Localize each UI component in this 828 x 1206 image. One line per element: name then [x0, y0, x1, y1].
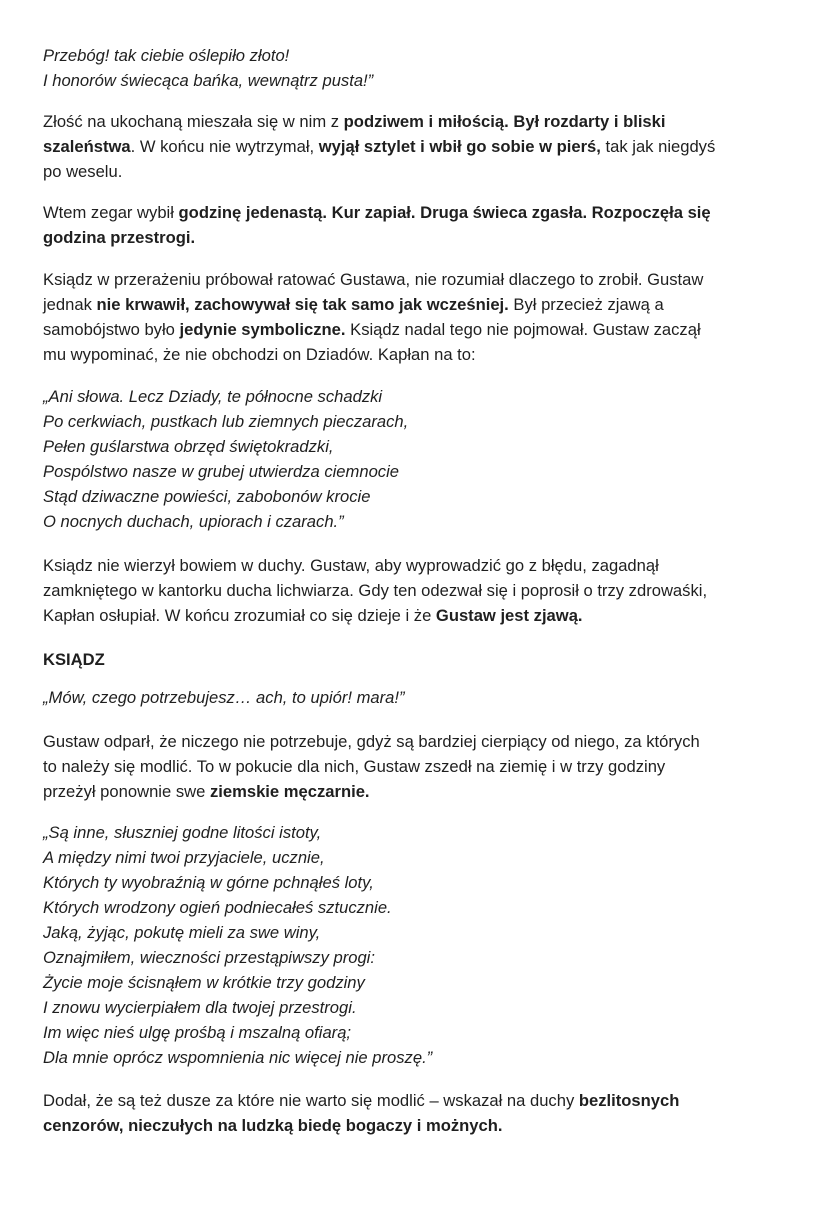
text-run: mu wypominać, że nie obchodzi on Dziadów. Kapłan na to:: [43, 345, 476, 364]
text-run: po weselu.: [43, 162, 123, 181]
bold-text: podziwem i miłością. Był rozdarty i bliski: [343, 112, 666, 131]
text-line: [43, 68, 793, 93]
text-run: Których ty wyobraźnią w górne pchnąłeś loty,: [43, 873, 374, 892]
text-line: [43, 870, 793, 895]
text-line: [43, 578, 793, 603]
text-line: [43, 159, 793, 184]
text-run: Których wrodzony ogień podniecałeś sztucznie.: [43, 898, 392, 917]
text-line: [43, 459, 793, 484]
bold-text: Gustaw jest zjawą.: [435, 606, 583, 625]
quote-gustaw: [43, 820, 793, 1070]
text-run: Wtem zegar wybił: [43, 203, 179, 222]
paragraph-5: [43, 729, 793, 804]
text-run: „Mów, czego potrzebujesz… ach, to upiór! mara!”: [43, 688, 405, 707]
text-line: [43, 1045, 793, 1070]
text-line: [43, 603, 793, 628]
bold-text: cenzorów, nieczułych na ludzką biedę bogaczy i możnych.: [43, 1116, 503, 1135]
text-run: zamkniętego w kantorku ducha lichwiarza. Gdy ten odezwał się i poprosił o trzy zdrowaśki,: [43, 581, 708, 600]
text-line: [43, 754, 793, 779]
text-run: Gustaw odparł, że niczego nie potrzebuje, gdyż są bardziej cierpiący od niego, za których: [43, 732, 700, 751]
text-run: Oznajmiłem, wieczności przestąpiwszy progi:: [43, 948, 375, 967]
text-line: [43, 200, 793, 225]
text-run: Ksiądz nadal tego nie pojmował. Gustaw zaczął: [345, 320, 701, 339]
text-line: [43, 995, 793, 1020]
text-line: [43, 434, 793, 459]
text-run: przeżył ponownie swe: [43, 782, 210, 801]
bold-text: szaleństwa: [43, 137, 131, 156]
text-line: [43, 409, 793, 434]
text-line: [43, 685, 793, 710]
text-run: O nocnych duchach, upiorach i czarach.”: [43, 512, 344, 531]
text-run: Dla mnie oprócz wspomnienia nic więcej nie proszę.”: [43, 1048, 433, 1067]
quote-dziady: [43, 384, 793, 534]
bold-text: KSIĄDZ: [43, 650, 105, 669]
text-line: [43, 845, 793, 870]
bold-text: godzina przestrogi.: [43, 228, 196, 247]
text-run: Pełen guślarstwa obrzęd świętokradzki,: [43, 437, 334, 456]
text-run: Pospólstwo nasze w grubej utwierdza ciemnocie: [43, 462, 400, 481]
bold-text: godzinę jedenastą. Kur zapiał. Druga świeca zgasła. Rozpoczęła się: [178, 203, 711, 222]
text-line: [43, 820, 793, 845]
text-line: [43, 970, 793, 995]
quote-ksiadz: [43, 685, 793, 710]
text-line: [43, 384, 793, 409]
text-run: Ksiądz w przerażeniu próbował ratować Gustawa, nie rozumiał dlaczego to zrobił. Gustaw: [43, 270, 704, 289]
text-run: Życie moje ścisnąłem w krótkie trzy godziny: [43, 973, 365, 992]
text-run: A między nimi twoi przyjaciele, ucznie,: [43, 848, 325, 867]
bold-text: ziemskie męczarnie.: [209, 782, 370, 801]
text-run: Jaką, żyjąc, pokutę mieli za swe winy,: [43, 923, 321, 942]
text-line: [43, 267, 793, 292]
text-line: [43, 109, 793, 134]
text-line: [43, 1088, 793, 1113]
text-run: Kapłan osłupiał. W końcu zrozumiał co się dzieje i że: [43, 606, 436, 625]
text-line: [43, 292, 793, 317]
text-run: Po cerkwiach, pustkach lub ziemnych pieczarach,: [43, 412, 409, 431]
paragraph-6: [43, 1088, 793, 1138]
text-line: [43, 134, 793, 159]
text-line: [43, 647, 793, 672]
text-line: [43, 509, 793, 534]
text-run: jednak: [43, 295, 97, 314]
text-run: Złość na ukochaną mieszała się w nim z: [43, 112, 344, 131]
text-line: [43, 43, 793, 68]
text-line: [43, 553, 793, 578]
text-run: to należy się modlić. To w pokucie dla nich, Gustaw zszedł na ziemię i w trzy godziny: [43, 757, 666, 776]
quote-opening: [43, 43, 793, 93]
text-run: Stąd dziwaczne powieści, zabobonów krocie: [43, 487, 371, 506]
paragraph-1: [43, 109, 793, 184]
text-run: I znowu wycierpiałem dla twojej przestrogi.: [43, 998, 357, 1017]
text-run: Przebóg! tak ciebie oślepiło złoto!: [43, 46, 290, 65]
paragraph-4: [43, 553, 793, 628]
text-run: „Są inne, słuszniej godne litości istoty,: [43, 823, 322, 842]
text-run: samobójstwo było: [43, 320, 180, 339]
text-line: [43, 779, 793, 804]
bold-text: jedynie symboliczne.: [179, 320, 346, 339]
text-line: [43, 945, 793, 970]
text-line: [43, 317, 793, 342]
bold-text: bezlitosnych: [578, 1091, 680, 1110]
text-run: Był przecież zjawą a: [508, 295, 664, 314]
text-line: [43, 920, 793, 945]
text-run: „Ani słowa. Lecz Dziady, te północne schadzki: [43, 387, 383, 406]
text-line: [43, 1020, 793, 1045]
text-run: Im więc nieś ulgę prośbą i mszalną ofiarą;: [43, 1023, 352, 1042]
paragraph-3: [43, 267, 793, 367]
bold-text: wyjął sztylet i wbił go sobie w pierś,: [318, 137, 601, 156]
bold-text: nie krwawił, zachowywał się tak samo jak wcześniej.: [96, 295, 509, 314]
paragraph-2: [43, 200, 793, 250]
text-line: [43, 1113, 793, 1138]
text-line: [43, 484, 793, 509]
text-line: [43, 342, 793, 367]
text-line: [43, 225, 793, 250]
text-run: I honorów świecąca bańka, wewnątrz pusta!”: [43, 71, 374, 90]
speaker-heading: [43, 647, 793, 672]
text-line: [43, 729, 793, 754]
text-run: tak jak niegdyś: [600, 137, 716, 156]
text-run: Dodał, że są też dusze za które nie warto się modlić – wskazał na duchy: [43, 1091, 579, 1110]
text-run: . W końcu nie wytrzymał,: [130, 137, 319, 156]
text-run: Ksiądz nie wierzył bowiem w duchy. Gustaw, aby wyprowadzić go z błędu, zagadnął: [43, 556, 659, 575]
text-line: [43, 895, 793, 920]
